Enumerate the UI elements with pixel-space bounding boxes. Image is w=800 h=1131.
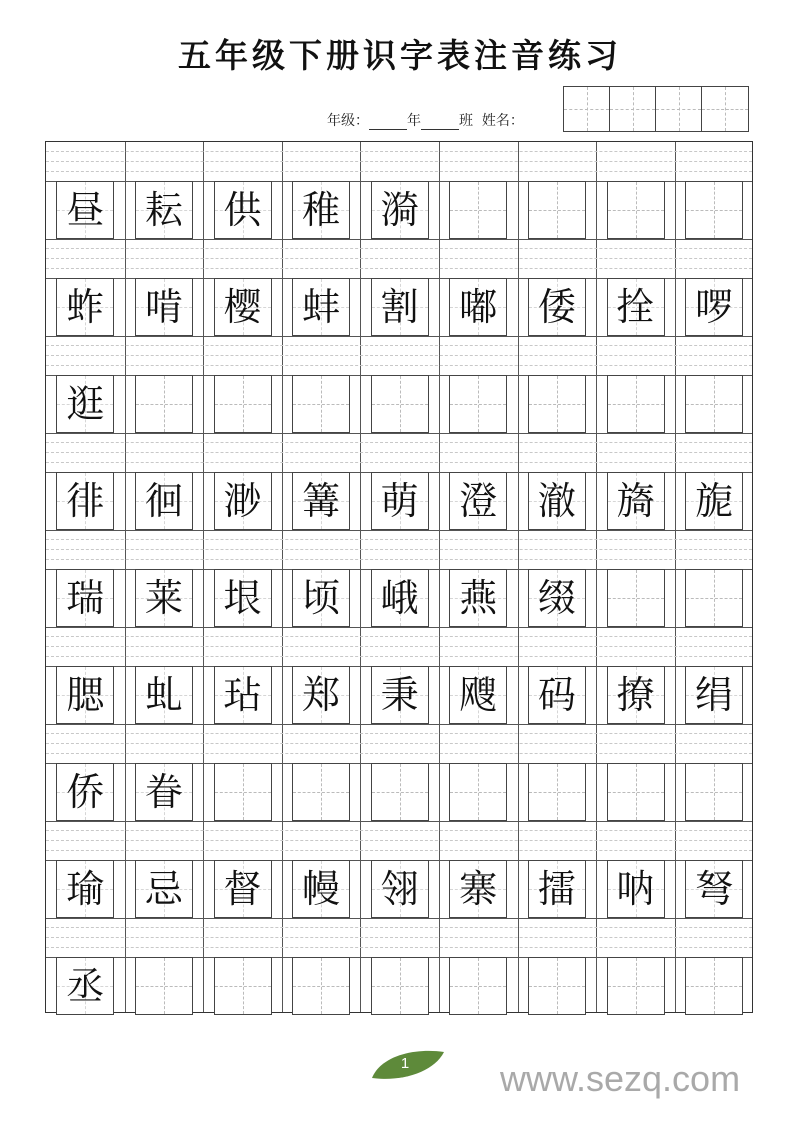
character-cell: [214, 181, 272, 239]
empty-cell[interactable]: [371, 957, 429, 1015]
empty-cell[interactable]: [292, 957, 350, 1015]
hanzi: 码: [537, 673, 576, 717]
hanzi: 倭: [537, 285, 576, 329]
empty-cell[interactable]: [685, 181, 743, 239]
hanzi: 嘟: [459, 285, 498, 329]
character-cell: [135, 666, 193, 724]
hanzi: [529, 182, 585, 238]
hanzi: 旎: [695, 479, 734, 523]
character-cell: [607, 666, 665, 724]
hanzi: 拴: [616, 285, 655, 329]
hanzi: 篝: [302, 479, 341, 523]
hanzi: 飕: [459, 673, 498, 717]
character-cell: [135, 181, 193, 239]
hanzi: [608, 376, 664, 432]
hanzi: 督: [223, 867, 262, 911]
hanzi: [450, 958, 506, 1014]
empty-cell[interactable]: [607, 375, 665, 433]
character-cell: [56, 569, 114, 627]
character-cell: [371, 472, 429, 530]
character-cell: [214, 472, 272, 530]
character-cell: [135, 569, 193, 627]
character-cell: [135, 472, 193, 530]
empty-cell[interactable]: [528, 957, 586, 1015]
hanzi: 郑: [302, 673, 341, 717]
hanzi: 瑞: [66, 576, 105, 620]
character-cell: [607, 278, 665, 336]
hanzi: 供: [223, 188, 262, 232]
empty-cell[interactable]: [371, 763, 429, 821]
character-cell: [449, 666, 507, 724]
hanzi: 擂: [537, 867, 576, 911]
empty-cell[interactable]: [607, 957, 665, 1015]
hanzi: [136, 958, 192, 1014]
character-cell: [292, 666, 350, 724]
pinyin-row[interactable]: [46, 821, 752, 860]
character-cell: [449, 860, 507, 918]
hanzi: [608, 764, 664, 820]
character-row: [46, 666, 752, 724]
character-row: [46, 957, 752, 1015]
pinyin-row[interactable]: [46, 724, 752, 763]
character-cell: [528, 472, 586, 530]
hanzi: 忌: [144, 867, 183, 911]
year-label: 年: [407, 113, 421, 129]
empty-cell[interactable]: [135, 957, 193, 1015]
character-cell: [56, 957, 114, 1015]
pinyin-row[interactable]: [46, 336, 752, 375]
character-cell: [685, 666, 743, 724]
empty-cell[interactable]: [214, 957, 272, 1015]
character-cell: [292, 472, 350, 530]
hanzi: 虬: [144, 673, 183, 717]
character-cell: [371, 666, 429, 724]
hanzi: [686, 764, 742, 820]
character-cell: [685, 278, 743, 336]
character-cell: [292, 278, 350, 336]
character-cell: [685, 860, 743, 918]
character-row: [46, 375, 752, 433]
character-row: [46, 278, 752, 336]
character-cell: [135, 278, 193, 336]
grade-blank[interactable]: [369, 115, 407, 130]
grade-label: 年级：: [327, 113, 369, 129]
pinyin-row[interactable]: [46, 627, 752, 666]
hanzi: [686, 570, 742, 626]
hanzi: 峨: [380, 576, 419, 620]
hanzi: 眷: [144, 770, 183, 814]
hanzi: [372, 376, 428, 432]
hanzi: 蚌: [302, 285, 341, 329]
hanzi: 秉: [380, 673, 419, 717]
hanzi: 澄: [459, 479, 498, 523]
hanzi: 耘: [144, 188, 183, 232]
pinyin-row[interactable]: [46, 530, 752, 569]
character-row: [46, 860, 752, 918]
character-cell: [135, 860, 193, 918]
character-row: [46, 181, 752, 239]
empty-cell[interactable]: [449, 181, 507, 239]
hanzi: 昼: [66, 188, 105, 232]
character-row: [46, 569, 752, 627]
hanzi: 绢: [695, 673, 734, 717]
hanzi: [686, 376, 742, 432]
class-label: 班: [459, 113, 473, 129]
character-cell: [371, 278, 429, 336]
empty-cell[interactable]: [528, 181, 586, 239]
character-cell: [292, 569, 350, 627]
hanzi: 澈: [537, 479, 576, 523]
hanzi: 莱: [144, 576, 183, 620]
name-cell[interactable]: [564, 87, 610, 131]
hanzi: [450, 182, 506, 238]
empty-cell[interactable]: [214, 763, 272, 821]
hanzi: [293, 958, 349, 1014]
character-cell: [56, 860, 114, 918]
hanzi: [136, 376, 192, 432]
character-cell: [135, 763, 193, 821]
character-cell: [371, 569, 429, 627]
empty-cell[interactable]: [685, 569, 743, 627]
hanzi: 侨: [66, 770, 105, 814]
hanzi: 瑜: [66, 867, 105, 911]
empty-cell[interactable]: [449, 375, 507, 433]
hanzi: 玷: [223, 673, 262, 717]
hanzi: 翎: [380, 867, 419, 911]
hanzi: 燕: [459, 576, 498, 620]
hanzi: 丞: [66, 964, 105, 1008]
hanzi: [608, 182, 664, 238]
empty-cell[interactable]: [528, 763, 586, 821]
character-cell: [449, 569, 507, 627]
hanzi: 渺: [223, 479, 262, 523]
character-cell: [371, 860, 429, 918]
hanzi: [608, 958, 664, 1014]
student-info: [327, 110, 524, 130]
hanzi: 割: [380, 285, 419, 329]
pinyin-row[interactable]: [46, 142, 752, 181]
hanzi: [608, 570, 664, 626]
character-cell: [528, 860, 586, 918]
empty-cell[interactable]: [607, 569, 665, 627]
pinyin-row[interactable]: [46, 918, 752, 957]
hanzi: 啃: [144, 285, 183, 329]
hanzi: [529, 958, 585, 1014]
empty-cell[interactable]: [685, 763, 743, 821]
page-title: 五年级下册识字表注音练习: [178, 36, 622, 75]
character-cell: [214, 569, 272, 627]
empty-cell[interactable]: [214, 375, 272, 433]
empty-cell[interactable]: [449, 763, 507, 821]
name-label: 姓名：: [481, 113, 524, 129]
character-cell: [214, 860, 272, 918]
empty-cell[interactable]: [685, 957, 743, 1015]
hanzi: 呐: [616, 867, 655, 911]
empty-cell[interactable]: [528, 375, 586, 433]
hanzi: 撩: [616, 673, 655, 717]
character-cell: [449, 278, 507, 336]
character-cell: [685, 472, 743, 530]
character-cell: [371, 181, 429, 239]
hanzi: 啰: [695, 285, 734, 329]
character-cell: [56, 763, 114, 821]
character-cell: [292, 860, 350, 918]
character-cell: [214, 278, 272, 336]
hanzi: [450, 376, 506, 432]
hanzi: [372, 764, 428, 820]
hanzi: 徊: [144, 479, 183, 523]
empty-cell[interactable]: [371, 375, 429, 433]
watermark: www.sezq.com: [500, 1058, 741, 1099]
hanzi: 徘: [66, 479, 105, 523]
page-number: 1: [400, 1055, 410, 1072]
hanzi: 幔: [302, 867, 341, 911]
character-cell: [528, 569, 586, 627]
hanzi: 蚱: [66, 285, 105, 329]
character-cell: [56, 278, 114, 336]
pinyin-row[interactable]: [46, 433, 752, 472]
character-cell: [56, 666, 114, 724]
hanzi: [372, 958, 428, 1014]
practice-sheet: [45, 141, 753, 1013]
character-cell: [56, 375, 114, 433]
hanzi: 垠: [223, 576, 262, 620]
character-row: [46, 763, 752, 821]
hanzi: [215, 764, 271, 820]
hanzi: [215, 958, 271, 1014]
name-cell[interactable]: [702, 87, 748, 131]
hanzi: 腮: [66, 673, 105, 717]
empty-cell[interactable]: [292, 763, 350, 821]
hanzi: [529, 764, 585, 820]
hanzi: [529, 376, 585, 432]
pinyin-row[interactable]: [46, 239, 752, 278]
empty-cell[interactable]: [292, 375, 350, 433]
empty-cell[interactable]: [607, 763, 665, 821]
empty-cell[interactable]: [135, 375, 193, 433]
character-cell: [56, 181, 114, 239]
hanzi: [293, 376, 349, 432]
hanzi: [215, 376, 271, 432]
hanzi: 逛: [66, 382, 105, 426]
hanzi: 樱: [223, 285, 262, 329]
character-cell: [292, 181, 350, 239]
empty-cell[interactable]: [449, 957, 507, 1015]
hanzi: 缀: [537, 576, 576, 620]
character-row: [46, 472, 752, 530]
character-cell: [56, 472, 114, 530]
character-cell: [607, 860, 665, 918]
character-cell: [214, 666, 272, 724]
hanzi: 旖: [616, 479, 655, 523]
character-cell: [528, 666, 586, 724]
hanzi: 漪: [380, 188, 419, 232]
character-cell: [607, 472, 665, 530]
empty-cell[interactable]: [607, 181, 665, 239]
character-cell: [449, 472, 507, 530]
name-cell[interactable]: [656, 87, 702, 131]
hanzi: [686, 958, 742, 1014]
empty-cell[interactable]: [685, 375, 743, 433]
hanzi: 顷: [302, 576, 341, 620]
hanzi: 寨: [459, 867, 498, 911]
hanzi: [293, 764, 349, 820]
hanzi: [686, 182, 742, 238]
hanzi: 萌: [380, 479, 419, 523]
character-cell: [528, 278, 586, 336]
hanzi: 弩: [695, 867, 734, 911]
name-cell[interactable]: [610, 87, 656, 131]
name-writing-grid[interactable]: [563, 86, 749, 132]
class-blank[interactable]: [421, 115, 459, 130]
hanzi: 稚: [302, 188, 341, 232]
hanzi: [450, 764, 506, 820]
